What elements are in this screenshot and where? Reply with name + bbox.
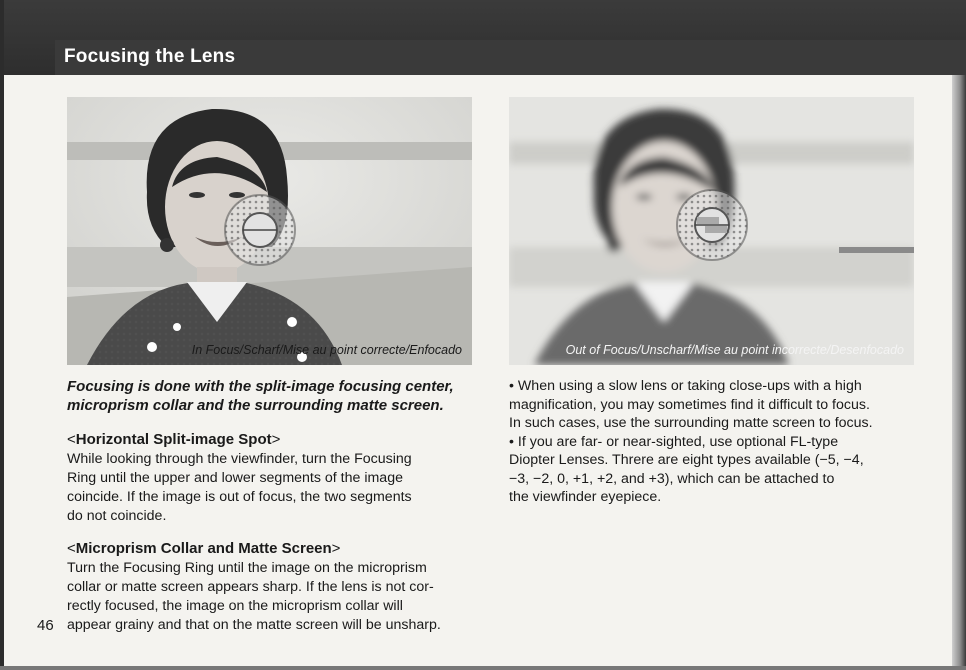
para-line: coincide. If the image is out of focus, the two segments [67, 489, 412, 505]
para-line: −3, −2, 0, +1, +2, and +3), which can be attached to [509, 470, 835, 487]
para-line: • If you are far- or near-sighted, use optional FL-type [509, 433, 839, 450]
page-title: Focusing the Lens [64, 46, 236, 67]
para-line: Ring until the upper and lower segments of the image [67, 470, 403, 486]
page-bottom-edge [0, 666, 966, 670]
in-focus-photo [67, 97, 472, 365]
para-line: rectly focused, the image on the microprism collar will [67, 598, 403, 614]
para-line: appear grainy and that on the matte screen will be unsharp. [67, 617, 441, 633]
split-image-heading: <Horizontal Split-image Spot> [67, 431, 281, 448]
para-line: While looking through the viewfinder, turn the Focusing [67, 451, 412, 467]
in-focus-portrait [67, 97, 472, 365]
out-of-focus-portrait [509, 97, 914, 365]
lead-statement: Focusing is done with the split-image focusing center, microprism collar and the surrounding matte screen. [67, 378, 454, 414]
split-image-paragraph [67, 450, 479, 526]
para-line: • When using a slow lens or taking close-ups with a high [509, 378, 862, 394]
tips-paragraph [509, 377, 919, 507]
microprism-paragraph [67, 559, 479, 635]
microprism-heading: <Microprism Collar and Matte Screen> [67, 540, 341, 557]
page-number: 46 [37, 617, 54, 634]
para-line: magnification, you may sometimes find it difficult to focus. [509, 396, 870, 413]
out-of-focus-photo [509, 97, 914, 365]
out-of-focus-caption: Out of Focus/Unscharf/Mise au point incorrecte/Desenfocado [565, 343, 904, 357]
page-binding-shadow [952, 75, 966, 670]
para-line: collar or matte screen appears sharp. If the lens is not cor- [67, 579, 434, 595]
para-line: In such cases, use the surrounding matte screen to focus. [509, 415, 873, 431]
para-line: Diopter Lenses. Threre are eight types available (−5, −4, [509, 452, 864, 468]
para-line: do not coincide. [67, 508, 167, 524]
in-focus-caption: In Focus/Scharf/Mise au point correcte/Enfocado [191, 343, 462, 357]
para-line: Turn the Focusing Ring until the image on the microprism [67, 560, 427, 576]
page-left-edge [0, 0, 4, 670]
para-line: the viewfinder eyepiece. [509, 489, 662, 505]
